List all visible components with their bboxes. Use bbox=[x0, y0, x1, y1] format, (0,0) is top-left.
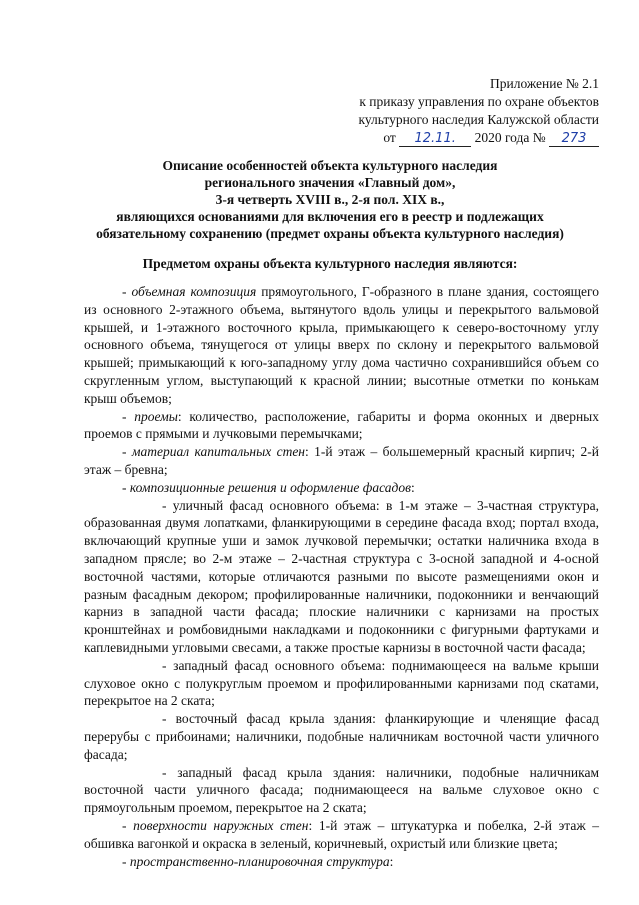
protected-item: - объемная композиция прямоугольного, Г-образного в плане здания, состоящего из основного 2-этажного объема, вытянутого вдоль улицы и перекрытого вальмовой крышей, и 1-этажного восточного крыла, примыкающего к северо-восточному углу основного объема, тянущегося от улицы вверх по склону и перекрытого вальмовой крышей; примыкающий к юго-западному углу дома частично сохранившийся объем со скругленным углом, выступающий к красной линии; высотные отметки по конькам крыш объемов; bbox=[84, 284, 599, 406]
handwritten-date: 12.11. bbox=[399, 132, 471, 147]
item-text: прямоугольного, Г-образного в плане здания, состоящего из основного 2-этажного объема, вытянутого вдоль улицы и перекрытого вальмовой крышей, и 1-этажного восточного крыла, примыкающего к северо-восточному углу основного объема, тянущегося от улицы вверх по склону и перекрытого вальмовой крышей; примыкающий к юго-западному углу дома частично сохранившийся объем со скругленным углом, выступающий к красной линии; высотные отметки по конькам крыш объемов; bbox=[84, 284, 599, 406]
date-prefix: от bbox=[383, 130, 396, 145]
title-line-3: 3-я четверть XVIII в., 2-я пол. XIX в., bbox=[215, 192, 445, 207]
item-text: : 1-й этаж – большемерный красный кирпич; 2-й этаж – бревна; bbox=[84, 444, 600, 477]
item-text: : bbox=[389, 853, 394, 869]
appendix-header bbox=[358, 75, 599, 147]
protected-item: - пространственно-планировочная структура: bbox=[122, 853, 394, 869]
section-heading: Предметом охраны объекта культурного наследия являются: bbox=[142, 256, 518, 271]
facade-item: - уличный фасад основного объема: в 1-м этаже – 3-частная структура, образованная двумя лопатками, фланкирующими в середине фасада вход; портал входа, включающий крупные уши и замок лучковой перемычки; остатки наличника входа в западном прясле; во 2-м этаже – 2-частная структура с 3-осной западной и 4-осной восточной частями, которые отличаются разными по высоте размещениями окон и разным фасадным декором; профилированные наличники, подоконники и венчающий карниз в западной части фасада; плоские наличники с карнизами на простых кронштейнах и ромбовидными накладками и подоконники с фигурными фартуками и каплевидными угловыми свесами, а также простые карнизы в восточной части фасада; bbox=[84, 497, 599, 655]
protected-item: - поверхности наружных стен: 1-й этаж – штукатурка и побелка, 2-й этаж – обшивка вагонкой и окраска в зеленый, коричневый, охристый или близкие цвета; bbox=[84, 817, 599, 851]
item-label: композиционные решения и оформление фасадов bbox=[129, 479, 411, 495]
item-text: : количество, расположение, габариты и форма оконных и дверных проемов с прямыми и лучковыми перемычками; bbox=[84, 408, 599, 442]
item-text: : 1-й этаж – штукатурка и побелка, 2-й этаж – обшивка вагонкой и окраска в зеленый, коричневый, охристый или близкие цвета; bbox=[84, 817, 599, 851]
protected-item: - материал капитальных стен: 1-й этаж – большемерный красный кирпич; 2-й этаж – бревна; bbox=[84, 444, 600, 477]
protected-item: - проемы: количество, расположение, габариты и форма оконных и дверных проемов с прямыми и лучковыми перемычками; bbox=[84, 408, 599, 442]
title-line-5: обязательному сохранению (предмет охраны объекта культурного наследия) bbox=[96, 226, 564, 241]
title-line-1: Описание особенностей объекта культурного наследия bbox=[162, 158, 498, 173]
title-line-2: регионального значения «Главный дом», bbox=[204, 175, 456, 190]
item-label: материал капитальных стен bbox=[131, 444, 306, 460]
order-date-line bbox=[358, 129, 599, 147]
facade-item: - восточный фасад крыла здания: фланкирующие и членящие фасад перерубы с прибоинами; наличники, подобные наличникам восточной части уличного фасада; bbox=[84, 711, 599, 762]
item-text: : bbox=[410, 479, 415, 495]
document-title bbox=[70, 157, 590, 242]
handwritten-order-number: 273 bbox=[549, 132, 599, 147]
item-label: пространственно-планировочная структура bbox=[129, 853, 390, 869]
facade-item: - западный фасад крыла здания: наличники, подобные наличникам восточной части уличного фасада; поднимающееся на вальме слуховое окно с прямоугольным проемом, перекрытое на 2 ската; bbox=[84, 764, 599, 816]
item-label: поверхности наружных стен bbox=[133, 817, 309, 833]
date-suffix: 2020 года № bbox=[474, 130, 546, 145]
facade-item: - западный фасад основного объема: поднимающееся на вальме крыши слуховое окно с полукруглым проемом и профилированными карнизами под скатами, перекрытое на 2 ската; bbox=[84, 657, 599, 709]
item-label: объемная композиция bbox=[131, 284, 257, 299]
order-reference: к приказу управления по охране объектов bbox=[359, 94, 599, 109]
protected-item: - композиционные решения и оформление фасадов: bbox=[122, 479, 415, 495]
document-body bbox=[84, 283, 599, 870]
title-line-4: являющихся основаниями для включения его в реестр и подлежащих bbox=[116, 209, 544, 224]
issuing-authority: культурного наследия Калужской области bbox=[358, 112, 599, 127]
item-label: проемы bbox=[134, 408, 178, 424]
appendix-number: Приложение № 2.1 bbox=[490, 76, 599, 91]
